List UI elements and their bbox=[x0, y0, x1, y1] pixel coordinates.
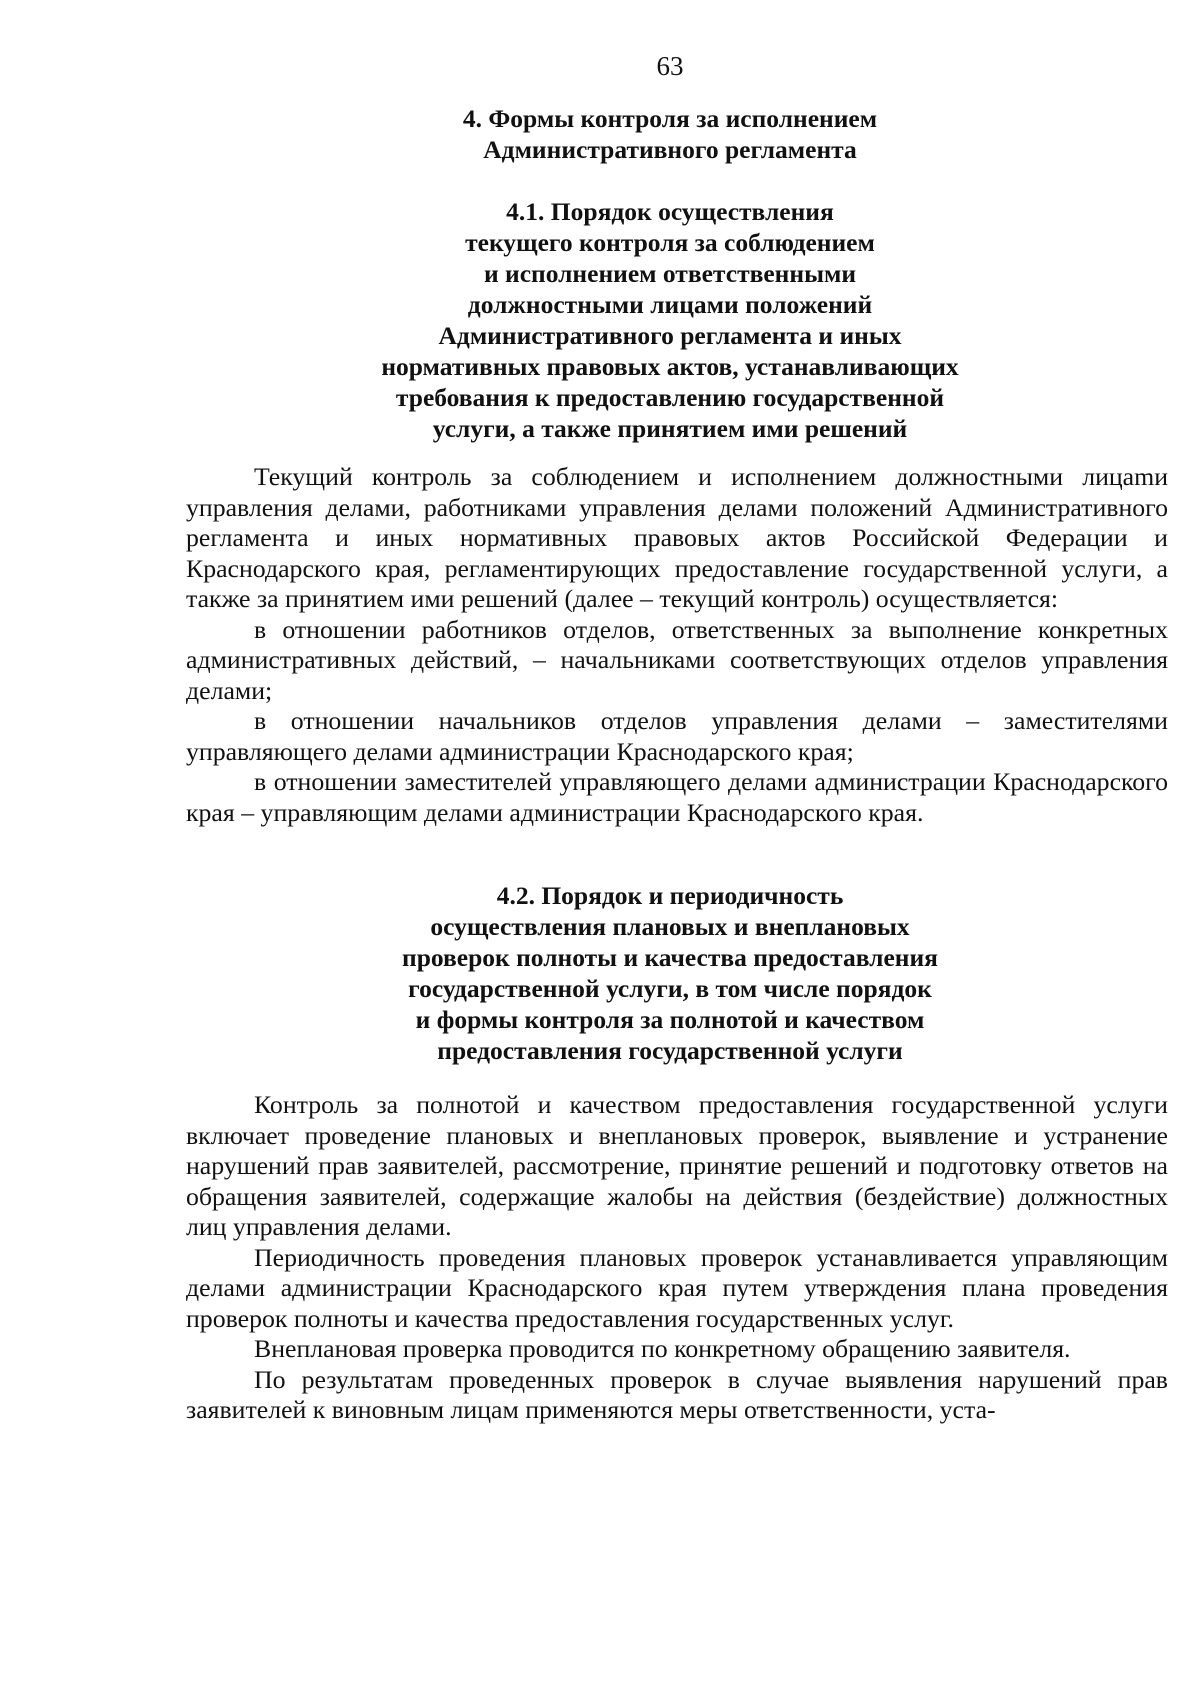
body-paragraph: Периодичность проведения плановых проверок устанавливается управляющим делами администрации Краснодарского края путем утверждения плана проведения проверок полноты и качества предоставления государственных услуг. bbox=[186, 1242, 1168, 1333]
heading-line: проверок полноты и качества предоставления bbox=[402, 943, 938, 972]
section-4-1-heading bbox=[0, 196, 1200, 444]
section-4-2-body bbox=[186, 1090, 1168, 1426]
heading-line: должностными лицами положений bbox=[467, 290, 873, 319]
body-paragraph: По результатам проведенных проверок в случае выявления нарушений прав заявителей к виновным лицам применяются меры ответственности, уста- bbox=[186, 1364, 1168, 1424]
heading-line: Административного регламента bbox=[483, 135, 857, 164]
heading-line: текущего контроля за соблюдением bbox=[465, 228, 875, 257]
heading-line: осуществления плановых и внеплановых bbox=[430, 912, 910, 941]
body-paragraph: в отношении заместителей управляющего делами администрации Краснодарского края – управляющим делами администрации Краснодарского края. bbox=[186, 767, 1168, 827]
body-paragraph: Внеплановая проверка проводится по конкретному обращению заявителя. bbox=[254, 1334, 1071, 1363]
heading-line: услуги, а также принятием ими решений bbox=[432, 414, 908, 443]
heading-line: и исполнением ответственными bbox=[483, 259, 857, 288]
heading-line: и формы контроля за полнотой и качеством bbox=[415, 1005, 925, 1034]
body-paragraph: в отношении начальников отделов управления делами – заместителями управляющего делами администрации Краснодарского края; bbox=[186, 706, 1168, 766]
section-4-1-body bbox=[186, 462, 1168, 828]
heading-line: государственной услуги, в том числе порядок bbox=[408, 974, 932, 1003]
heading-line: предоставления государственной услуги bbox=[437, 1036, 903, 1065]
heading-line: нормативных правовых актов, устанавливающих bbox=[381, 352, 959, 381]
heading-line: требования к предоставлению государственной bbox=[395, 383, 945, 412]
heading-line: Административного регламента и иных bbox=[438, 321, 902, 350]
body-paragraph: в отношении работников отделов, ответственных за выполнение конкретных административных действий, – начальниками соответствующих отделов управления делами; bbox=[186, 614, 1168, 705]
heading-line: 4.1. Порядок осуществления bbox=[506, 197, 834, 226]
heading-line: 4. Формы контроля за исполнением bbox=[462, 104, 878, 133]
page-number: 63 bbox=[656, 51, 684, 81]
body-paragraph: Текущий контроль за соблюдением и исполнением должностными лицаmи управления делами, работниками управления делами положений Административного регламента и иных нормативных правовых актов Российской Федерации и Краснодарского края, регламентирующих предоставление государственной услуги, а также за принятием ими решений (далее – текущий контроль) осуществляется: bbox=[186, 462, 1168, 613]
section-4-heading bbox=[0, 103, 1200, 165]
heading-line: 4.2. Порядок и периодичность bbox=[496, 881, 844, 910]
section-4-2-heading bbox=[0, 880, 1200, 1066]
body-paragraph: Контроль за полнотой и качеством предоставления государственной услуги включает проведение плановых и внеплановых проверок, выявление и устранение нарушений прав заявителей, рассмотрение, принятие решений и подготовку ответов на обращения заявителей, содержащие жалобы на действия (бездействие) должностных лиц управления делами. bbox=[186, 1090, 1168, 1241]
